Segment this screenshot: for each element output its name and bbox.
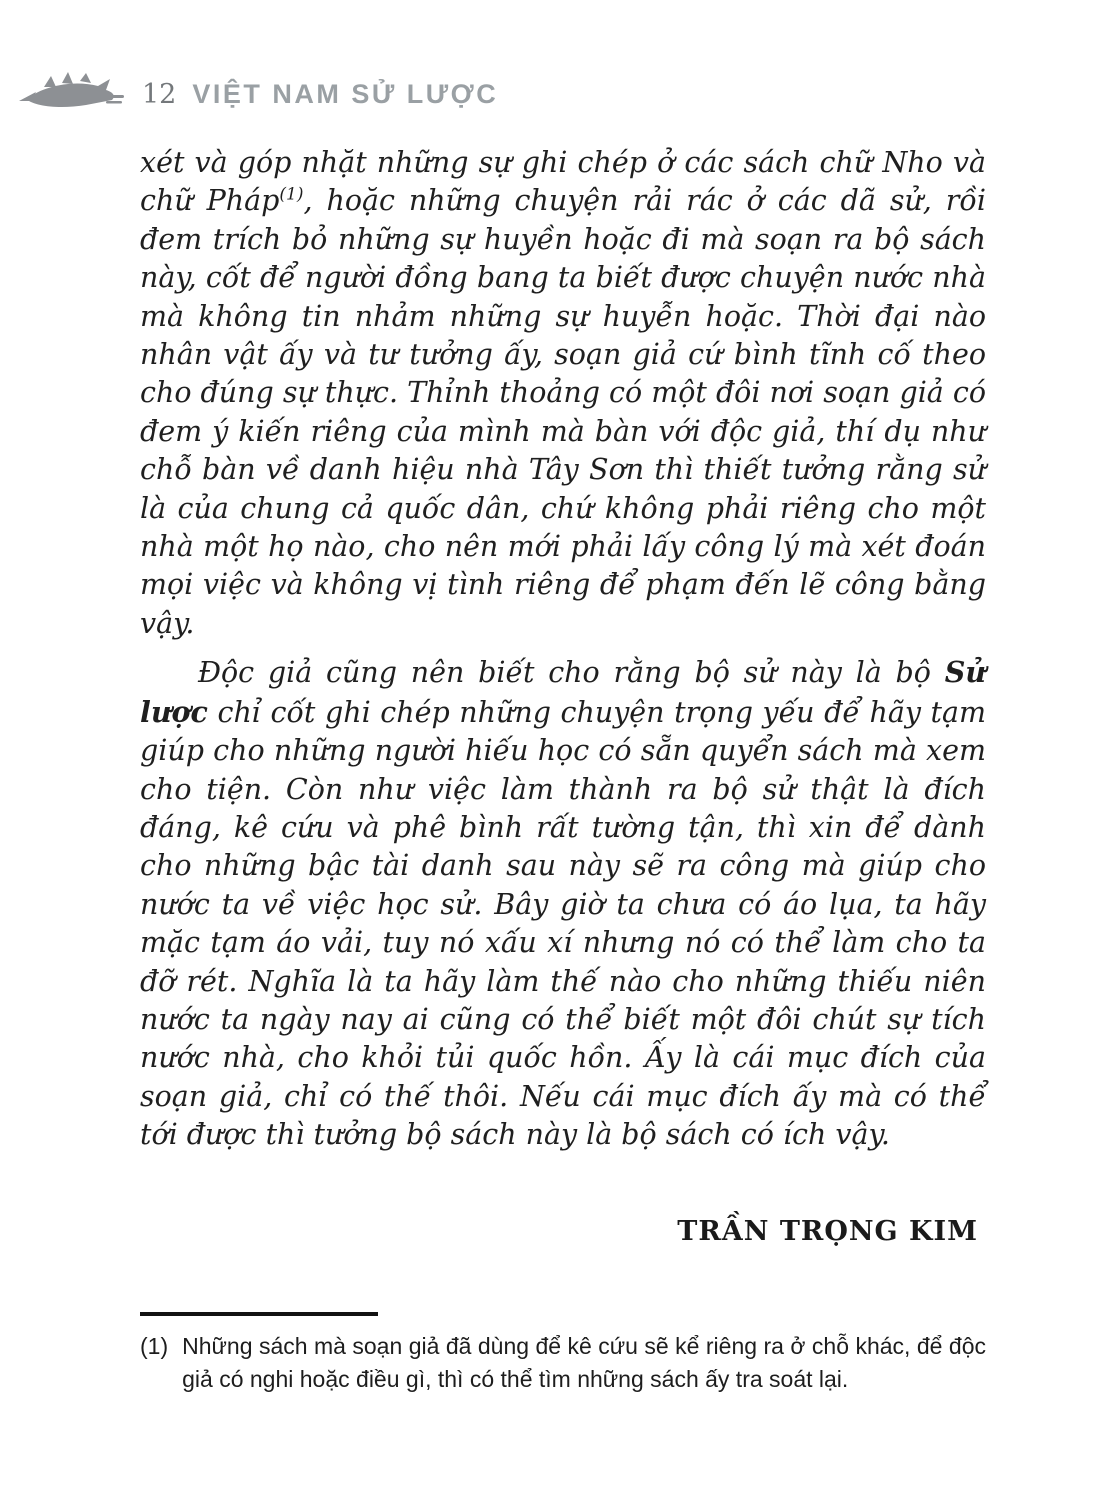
footnote (140, 1330, 986, 1396)
footnote-reference: (1) (279, 184, 304, 205)
paragraph-2 (140, 653, 986, 1154)
author-signature: TRẦN TRỌNG KIM (677, 1215, 978, 1247)
page-content (140, 144, 986, 1251)
dragon-logo-icon (16, 70, 128, 118)
paragraph-2-text: Độc giả cũng nên biết cho rằng bộ sử này là bộ (198, 656, 945, 690)
page-header (16, 70, 498, 118)
book-title: VIỆT NAM SỬ LƯỢC (192, 78, 499, 109)
paragraph-1 (140, 144, 986, 643)
page-number: 12 (142, 78, 177, 110)
paragraph-1-text-continued: , hoặc những chuyện rải rác ở các dã sử, rồi đem trích bỏ những sự huyền hoặc đi mà soạn ra bộ sách này, cốt để người đồng bang ta biết được chuyện nước nhà mà không tin nhảm những sự huyễn hoặc. Thời đại nào nhân vật ấy và tư tưởng ấy, soạn giả cứ bình tĩnh cố theo cho đúng sự thực. Thỉnh thoảng có một đôi nơi soạn giả có đem ý kiến riêng của mình mà bàn với độc giả, thí dụ như chỗ bàn về danh hiệu nhà Tây Sơn thì thiết tưởng rằng sử là của chung cả quốc dân, chứ không phải riêng cho một nhà một họ nào, cho nên mới phải lấy công lý mà xét đoán mọi việc và không vị tình riêng để phạm đến lẽ công bằng vậy. (140, 184, 986, 640)
book-title-mention: Sử lược (140, 655, 986, 729)
footnote-text: Những sách mà soạn giả đã dùng để kê cứu sẽ kể riêng ra ở chỗ khác, để độc giả có nghi hoặc điều gì, thì có thể tìm những sách ấy tra soát lại. (182, 1333, 986, 1392)
footnote-area (140, 1312, 986, 1396)
paragraph-2-text-continued: chỉ cốt ghi chép những chuyện trọng yếu để hãy tạm giúp cho những người hiếu học có sẵn quyển sách mà xem cho tiện. Còn như việc làm thành ra bộ sử thật là đích đáng, kê cứu và phê bình rất tường tận, thì xin để dành cho những bậc tài danh sau này sẽ ra công mà giúp cho nước ta về việc học sử. Bây giờ ta chưa có áo lụa, ta hãy mặc tạm áo vải, tuy nó xấu xí nhưng nó có thể làm cho ta đỡ rét. Nghĩa là ta hãy làm thế nào cho những thiếu niên nước ta ngày nay ai cũng có thể biết một đôi chút sự tích nước nhà, cho khỏi tủi quốc hồn. Ấy là cái mục đích của soạn giả, chỉ có thế thôi. Nếu cái mục đích ấy mà có thể tới được thì tưởng bộ sách này là bộ sách có ích vậy. (140, 695, 986, 1152)
footnote-marker: (1) (140, 1333, 169, 1359)
paragraph-1-text: xét và góp nhặt những sự ghi chép ở các sách chữ Nho và chữ Pháp (140, 146, 986, 218)
footnote-divider (140, 1312, 378, 1316)
